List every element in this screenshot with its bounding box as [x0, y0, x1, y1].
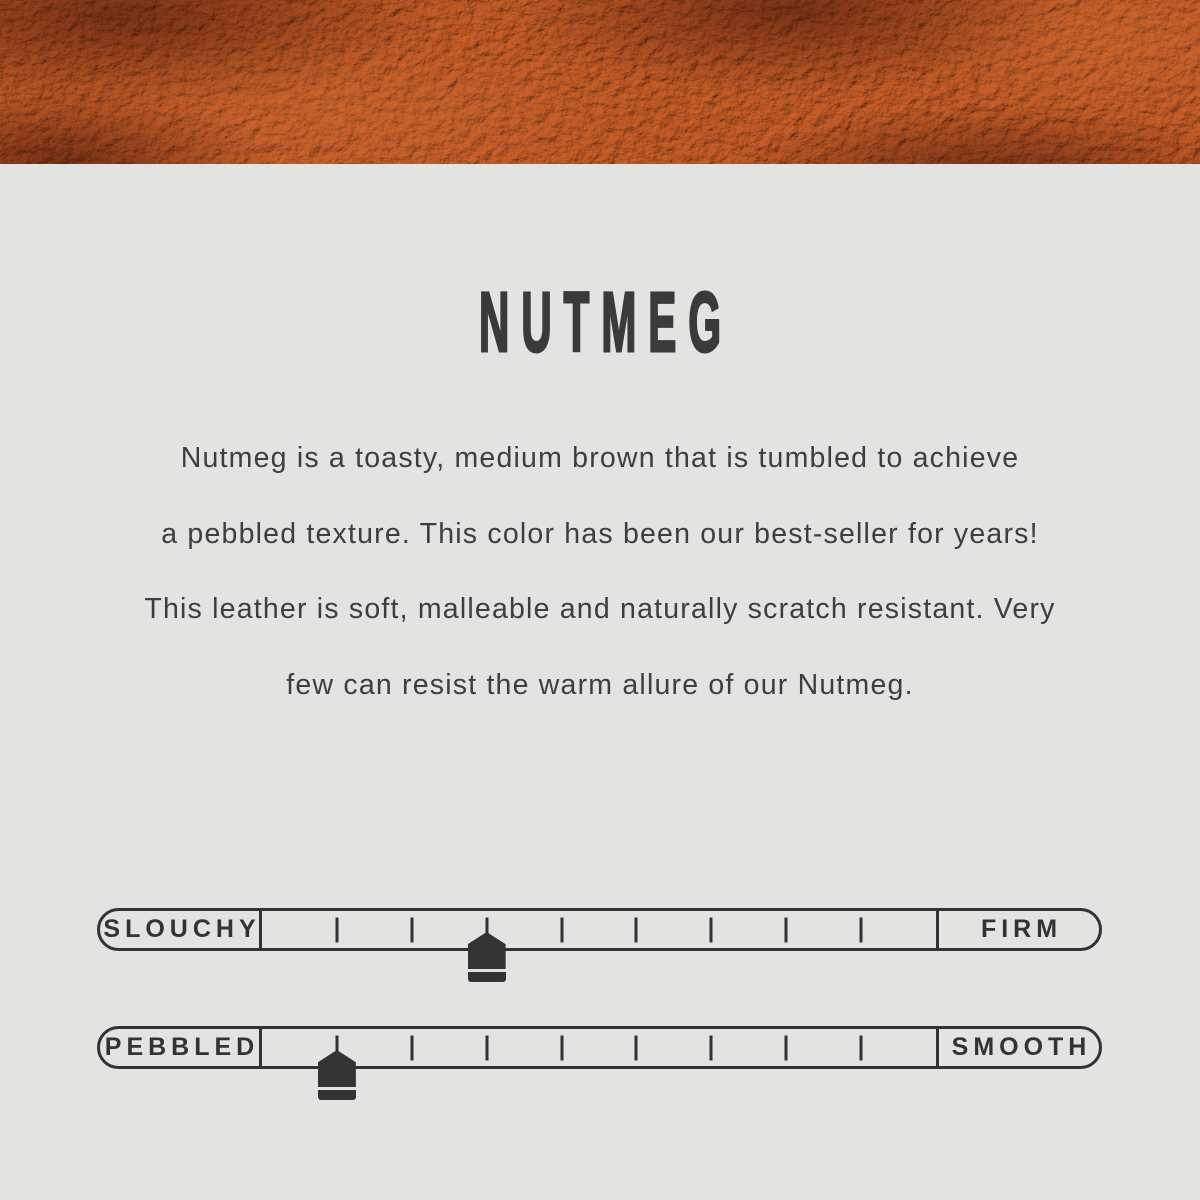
slider-right-label: SMOOTH	[936, 1029, 1099, 1066]
slider-pebbled-smooth	[97, 1026, 1102, 1069]
scale-tick	[560, 1035, 563, 1060]
scale-tick	[785, 917, 788, 942]
marker-bar-icon	[468, 972, 506, 982]
marker-head-icon	[468, 932, 506, 969]
slider-marker[interactable]	[468, 932, 506, 982]
scale-tick	[860, 917, 863, 942]
scale-tick	[710, 917, 713, 942]
scale-tick	[560, 917, 563, 942]
slider-track	[262, 1029, 936, 1066]
slider-slouchy-firm	[97, 908, 1102, 951]
marker-bar-icon	[318, 1090, 356, 1100]
leather-texture-image	[0, 0, 1200, 164]
slider-left-label: SLOUCHY	[100, 911, 262, 948]
description-line-4: few can resist the warm allure of our Nutmeg.	[286, 668, 914, 701]
slider-left-label: PEBBLED	[100, 1029, 262, 1066]
scale-tick	[635, 1035, 638, 1060]
leather-texture-banner	[0, 0, 1200, 164]
slider-right-label: FIRM	[936, 911, 1099, 948]
slider-track	[262, 911, 936, 948]
scale-tick	[710, 1035, 713, 1060]
scale-tick	[785, 1035, 788, 1060]
page-title: NUTMEG	[479, 275, 733, 369]
scale-tick	[635, 917, 638, 942]
description-line-1: Nutmeg is a toasty, medium brown that is tumbled to achieve	[180, 442, 1020, 474]
scale-tick	[860, 1035, 863, 1060]
scale-tick	[410, 917, 413, 942]
marker-head-icon	[318, 1050, 356, 1087]
scale-tick	[335, 917, 338, 942]
scale-tick	[410, 1035, 413, 1060]
scale-tick	[485, 1035, 488, 1060]
slider-marker[interactable]	[318, 1050, 356, 1100]
description-line-3: This leather is soft, malleable and naturally scratch resistant. Very	[144, 593, 1056, 625]
description	[0, 421, 1200, 723]
description-line-2: a pebbled texture. This color has been our best-seller for years!	[161, 517, 1039, 550]
